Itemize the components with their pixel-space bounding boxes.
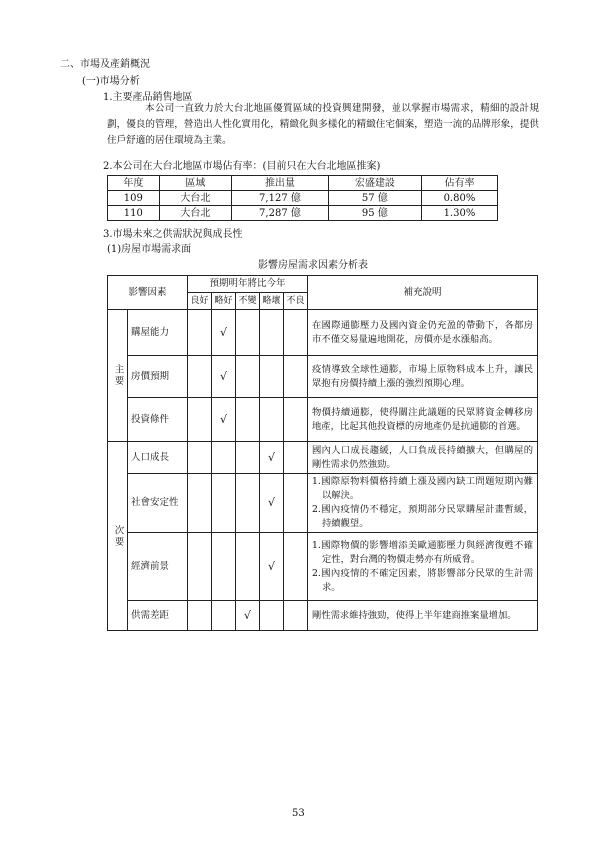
factor-note — [308, 310, 538, 356]
item3-title: 3.市場未來之供需狀況與成長性 — [103, 229, 243, 240]
level-cell — [260, 601, 284, 631]
cell-year: 109 — [108, 191, 160, 206]
level-cell — [260, 356, 284, 398]
list-item: 2.國內疫情仍不穩定，預期部分民眾購屋計畫暫緩，持續觀望。 — [312, 504, 533, 529]
level-cell: √ — [212, 310, 236, 356]
item3-subtitle: (1)房屋市場需求面 — [107, 244, 192, 255]
level-cell — [284, 442, 308, 474]
level-cell — [236, 442, 260, 474]
header-forecast: 預期明年將比今年 — [188, 276, 308, 293]
level-cell — [236, 356, 260, 398]
factor-name: 人口成長 — [128, 442, 188, 474]
header-region: 區域 — [159, 176, 231, 191]
level-cell — [212, 533, 236, 601]
level-cell — [284, 601, 308, 631]
level-cell — [284, 533, 308, 601]
level-cell — [188, 601, 212, 631]
note-list — [312, 475, 533, 531]
factor-header-row — [108, 276, 538, 293]
level-cell — [188, 398, 212, 442]
level-bad: 不良 — [284, 293, 308, 310]
cell-company: 57 億 — [328, 191, 421, 206]
level-cell — [260, 310, 284, 356]
factor-note — [308, 533, 538, 601]
section-heading: 二、市場及產銷概況 — [60, 59, 150, 70]
level-cell: √ — [212, 398, 236, 442]
item2-title: 2.本公司在大台北地區市場佔有率：(目前只在大台北地區推案) — [103, 161, 381, 172]
market-share-table — [107, 175, 498, 221]
note-text: 國內人口成長趨緩，人口負成長持續擴大，但購屋的剛性需求仍然強勁。 — [312, 444, 533, 470]
level-cell — [212, 442, 236, 474]
table-row — [108, 310, 538, 356]
note-text: 疫情導致全球性通膨，市場上原物料成本上升，讓民眾抱有房價持續上漲的強烈預期心理。 — [312, 363, 533, 389]
level-cell — [212, 474, 236, 533]
share-table-header-row — [108, 176, 498, 191]
level-cell — [284, 474, 308, 533]
level-slightly-good: 略好 — [212, 293, 236, 310]
table-row — [108, 398, 538, 442]
header-company: 宏盛建設 — [328, 176, 421, 191]
level-cell — [188, 442, 212, 474]
table-row — [108, 206, 498, 221]
level-cell — [236, 533, 260, 601]
header-share: 佔有率 — [421, 176, 497, 191]
level-cell: √ — [212, 356, 236, 398]
header-factor: 影響因素 — [108, 276, 188, 310]
level-cell — [212, 601, 236, 631]
cell-share: 1.30% — [421, 206, 497, 221]
factor-note — [308, 442, 538, 474]
level-cell — [236, 310, 260, 356]
factor-name: 購屋能力 — [128, 310, 188, 356]
item1-title: 1.主要產品銷售地區 — [103, 92, 193, 103]
factor-group-label: 主要 — [108, 310, 128, 442]
level-cell: √ — [236, 601, 260, 631]
factor-note — [308, 601, 538, 631]
demand-factor-table — [107, 275, 538, 631]
level-cell — [284, 398, 308, 442]
level-cell — [188, 310, 212, 356]
factor-table-body — [108, 310, 538, 631]
subsection-heading: (一)市場分析 — [82, 76, 140, 87]
item1-body: 本公司一直致力於大台北地區優質區域的投資興建開發，並以掌握市場需求，精細的設計規劃，優良的管理，營造出人性化實用化，精緻化與多樣化的精緻住宅個案，塑造一流的品牌形象，提供住戶舒適的居住環境為主業。 — [107, 103, 539, 146]
note-text: 物價持續通膨，使得關注此議題的民眾將資金轉移房地產，比起其他投資標的房地產仍是抗通膨的首選。 — [312, 406, 533, 432]
level-cell — [188, 533, 212, 601]
note-list — [312, 539, 533, 595]
level-cell — [260, 398, 284, 442]
factor-table-title: 影響房屋需求因素分析表 — [258, 260, 368, 271]
level-slightly-bad: 略壞 — [260, 293, 284, 310]
level-cell — [284, 310, 308, 356]
factor-name: 供需差距 — [128, 601, 188, 631]
table-row — [108, 474, 538, 533]
table-row — [108, 442, 538, 474]
level-cell: √ — [260, 533, 284, 601]
table-row — [108, 601, 538, 631]
factor-group-label: 次要 — [108, 442, 128, 631]
cell-company: 95 億 — [328, 206, 421, 221]
cell-volume: 7,127 億 — [232, 191, 329, 206]
header-year: 年度 — [108, 176, 160, 191]
header-note: 補充說明 — [308, 276, 538, 310]
cell-share: 0.80% — [421, 191, 497, 206]
note-text: 剛性需求維持強勁，使得上半年建商推案量增加。 — [312, 609, 517, 621]
cell-region: 大台北 — [159, 191, 231, 206]
level-cell — [236, 398, 260, 442]
table-row — [108, 533, 538, 601]
list-item: 2.國內疫情的不確定因素，將影響部分民眾的生計需求。 — [312, 567, 533, 593]
table-row — [108, 191, 498, 206]
level-cell — [236, 474, 260, 533]
factor-name: 投資條件 — [128, 398, 188, 442]
level-unchanged: 不變 — [236, 293, 260, 310]
level-cell: √ — [260, 442, 284, 474]
list-item: 1.國際原物料價格持續上漲及國內缺工問題短期內難以解決。 — [312, 476, 533, 501]
factor-name: 房價預期 — [128, 356, 188, 398]
level-cell — [188, 474, 212, 533]
note-text: 在國際通膨壓力及國內資金仍充盈的帶動下，各都房市不僅交易量遍地開花，房價亦是水漲船高。 — [312, 319, 533, 345]
factor-name: 經濟前景 — [128, 533, 188, 601]
level-cell: √ — [260, 474, 284, 533]
cell-volume: 7,287 億 — [232, 206, 329, 221]
factor-note — [308, 474, 538, 533]
factor-name: 社會安定性 — [128, 474, 188, 533]
factor-note — [308, 356, 538, 398]
cell-year: 110 — [108, 206, 160, 221]
page-number: 53 — [292, 808, 305, 819]
level-cell — [284, 356, 308, 398]
table-row — [108, 356, 538, 398]
cell-region: 大台北 — [159, 206, 231, 221]
list-item: 1.國際物價的影響增添美歐通膨壓力與經濟復甦不確定性，對台灣的物價走勢亦有所威脅。 — [312, 539, 533, 565]
factor-note — [308, 398, 538, 442]
level-cell — [188, 356, 212, 398]
level-good: 良好 — [188, 293, 212, 310]
header-volume: 推出量 — [232, 176, 329, 191]
